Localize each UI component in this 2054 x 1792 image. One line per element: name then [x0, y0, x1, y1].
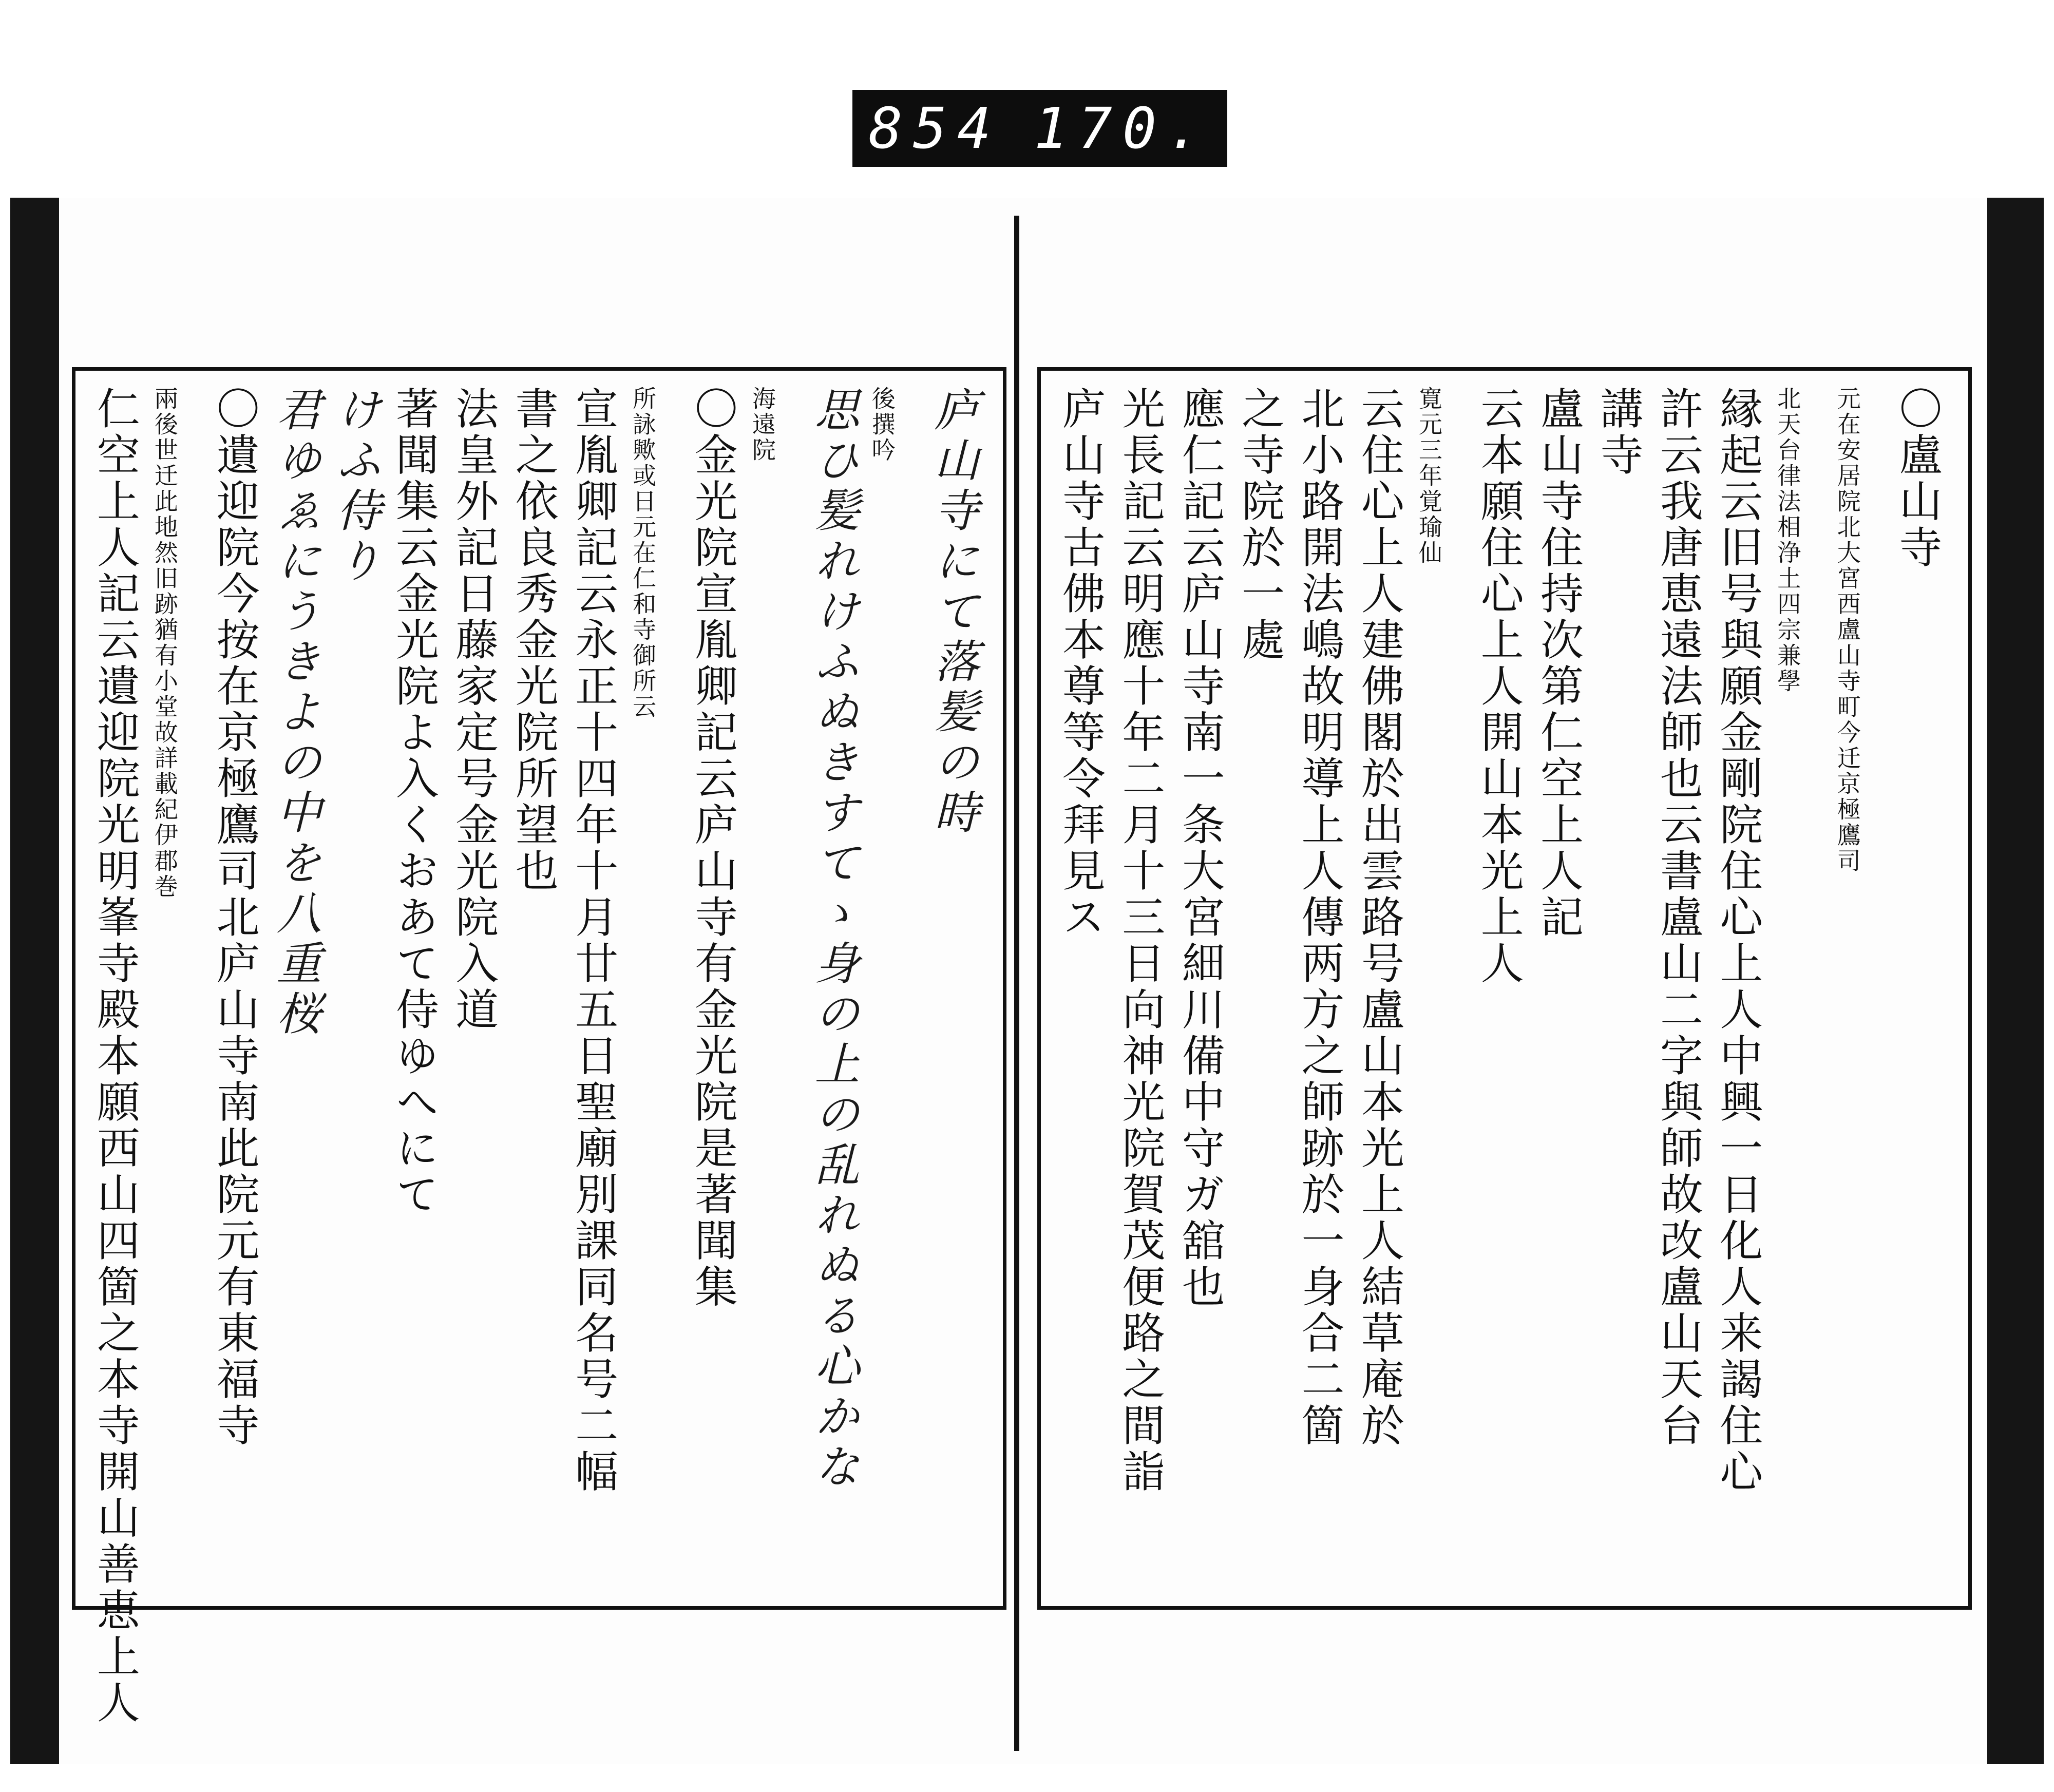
- center-gutter: [1014, 216, 1019, 1751]
- text-column: 庐山寺古佛本尊等令拜見ス: [1055, 386, 1106, 941]
- text-column: 仁空上人記云遺迎院光明峯寺殿本願西山四箇之本寺開山善恵上人: [90, 386, 141, 1726]
- right-page: [1037, 367, 1972, 1610]
- text-column: 庐山寺にて落髪の時: [927, 386, 980, 839]
- archive-number-left: 854: [868, 96, 1002, 161]
- text-column: 〇金光院宣胤卿記云庐山寺有金光院是著聞集: [688, 386, 738, 1310]
- text-column: 所詠歟或日元在仁和寺御所云: [629, 386, 657, 720]
- right-book-edge: [1987, 198, 2044, 1764]
- text-column: 光長記云明應十年二月十三日向神光院賀茂便路之間詣: [1115, 386, 1166, 1495]
- text-column: 著聞集云金光院よ入くおあて侍ゆへにて: [389, 386, 440, 1218]
- text-column: 之寺院於一處: [1234, 386, 1285, 663]
- text-column: 元在安居院北大宮西盧山寺町今迁京極鷹司: [1833, 386, 1861, 874]
- text-column: 書之依良秀金光院所望也: [508, 386, 559, 894]
- text-column: 君ゆゑにうきよの中を八重桜: [269, 386, 322, 1040]
- text-column: 兩後世迁此地然旧跡猶有小堂故詳載紀伊郡巻: [150, 386, 179, 900]
- archive-number-right: 170.: [1034, 96, 1211, 161]
- text-column: 法皇外記日藤家定号金光院入道: [448, 386, 499, 1033]
- text-column: 云住心上人建佛閣於出雲路号盧山本光上人結草庵於: [1354, 386, 1405, 1449]
- text-column: 後撰吟: [868, 386, 896, 463]
- text-column: 盧山寺住持次第仁空上人記: [1533, 386, 1584, 941]
- left-page: [72, 367, 1006, 1726]
- text-column: 北天台律法相浄土四宗兼學: [1774, 386, 1802, 694]
- text-column: 縁起云旧号與願金剛院住心上人中興一日化人来謁住心: [1713, 386, 1763, 1495]
- book-spread: [10, 198, 2044, 1764]
- text-column: 應仁記云庐山寺南一条大宮細川備中守ガ舘也: [1175, 386, 1226, 1310]
- text-column: 〇盧山寺: [1892, 386, 1943, 571]
- text-column: 云本願住心上人開山本光上人: [1474, 386, 1525, 987]
- archive-label: [852, 90, 1227, 167]
- text-column: 北小路開法嶋故明導上人傳两方之師跡於一身合二箇: [1294, 386, 1345, 1449]
- text-column: 宣胤卿記云永正十四年十月廿五日聖廟別課同名号二幅: [568, 386, 619, 1495]
- left-book-edge: [10, 198, 59, 1764]
- text-column: 海遠院: [748, 386, 776, 463]
- text-column: けふ侍り: [329, 386, 383, 587]
- text-column: 寛元三年覚瑜仙: [1415, 386, 1443, 566]
- text-column: 許云我唐恵遠法師也云書盧山二字與師故改盧山天台: [1653, 386, 1704, 1449]
- text-column: 思ひ髪れけふぬきすてゝ身の上の乱れぬる心かな: [807, 386, 861, 1493]
- text-column: 〇遺迎院今按在京極鷹司北庐山寺南此院元有東福寺: [210, 386, 260, 1449]
- text-column: 講寺: [1593, 386, 1644, 479]
